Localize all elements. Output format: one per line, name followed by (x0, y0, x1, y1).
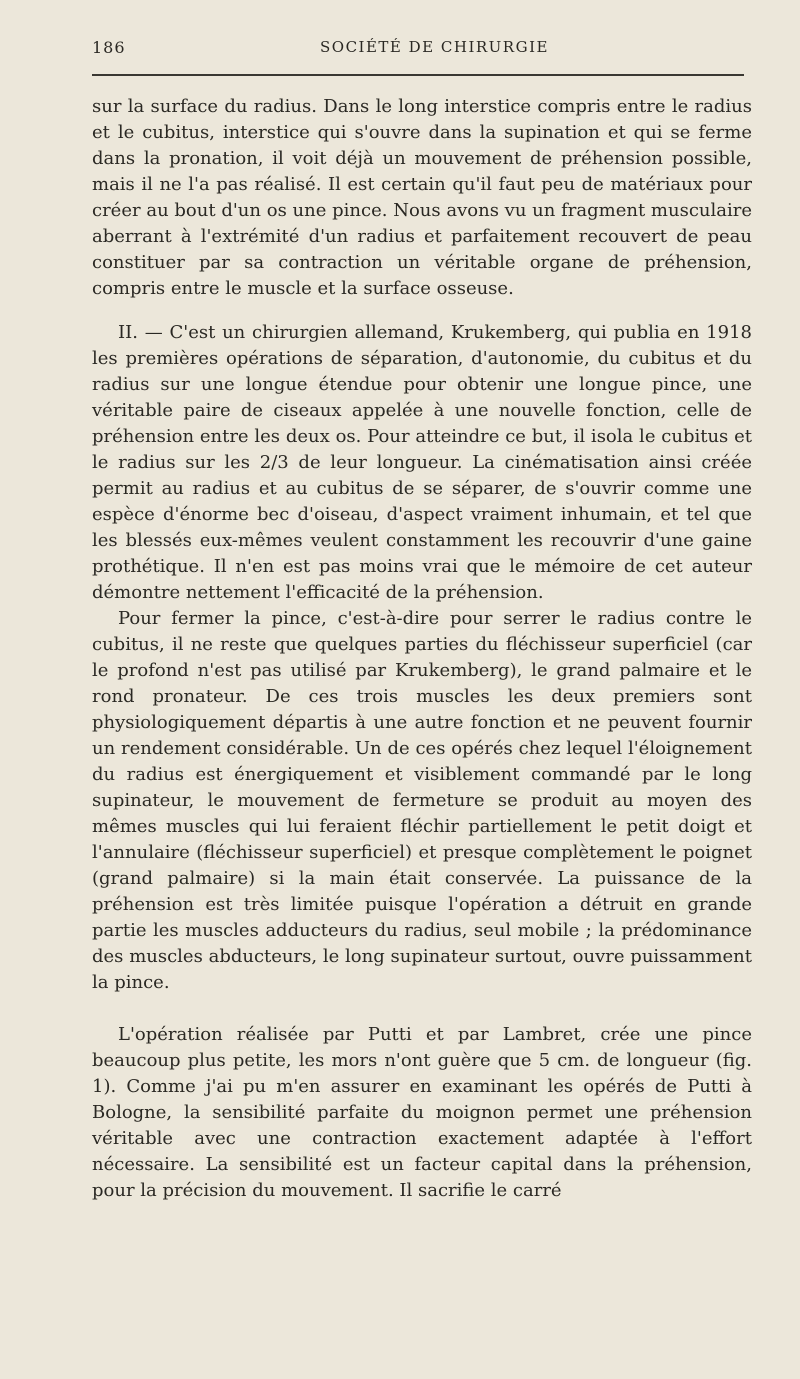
paragraph-4: L'opération réalisée par Putti et par Lambret, crée une pince beaucoup plus petite, les mors n'ont guère que 5 cm. de longueur (fig. 1). Comme j'ai pu m'en assurer en examinant les opérés de Putti à Bologne, la sensibilité parfaite du moignon permet une préhension véritable avec une contraction exactement adaptée à l'effort nécessaire. La sensibilité est un facteur capital dans la préhension, pour la précision du mouvement. Il sacrifie le carré (92, 1024, 752, 1201)
running-head (92, 38, 752, 64)
header-rule (92, 74, 744, 76)
paragraph-1: sur la surface du radius. Dans le long interstice compris entre le radius et le cubitus, interstice qui s'ouvre dans la supination et qui se ferme dans la pronation, il voit déjà un mouvement de préhension possible, mais il ne l'a pas réalisé. Il est certain qu'il faut peu de matériaux pour créer au bout d'un os une pince. Nous avons vu un fragment musculaire aberrant à l'extrémité d'un radius et parfaitement recouvert de peau constituer par sa contraction un véritable organe de préhension, compris entre le muscle et la surface osseuse. (92, 96, 752, 299)
body-text (92, 94, 752, 1204)
running-title: SOCIÉTÉ DE CHIRURGIE (320, 38, 549, 56)
page-number: 186 (92, 38, 126, 57)
paragraph-3: Pour fermer la pince, c'est-à-dire pour serrer le radius contre le cubitus, il ne reste que quelques parties du fléchisseur superficiel (car le profond n'est pas utilisé par Krukemberg), le grand palmaire et le rond pronateur. De ces trois muscles les deux premiers sont physiologiquement départis à une autre fonction et ne peuvent fournir un rendement considérable. Un de ces opérés chez lequel l'éloignement du radius est énergiquement et visiblement commandé par le long supinateur, le mouvement de fermeture se produit au moyen des mêmes muscles qui lui feraient fléchir partiellement le petit doigt et l'annulaire (fléchisseur superficiel) et presque complètement le poignet (grand palmaire) si la main était conservée. La puissance de la préhension est très limitée puisque l'opération a détruit en grande partie les muscles adducteurs du radius, seul mobile ; la prédominance des muscles abducteurs, le long supinateur surtout, ouvre puissamment la pince. (92, 608, 752, 993)
paragraph-2: II. — C'est un chirurgien allemand, Krukemberg, qui publia en 1918 les premières opérations de séparation, d'autonomie, du cubitus et du radius sur une longue étendue pour obtenir une longue pince, une véritable paire de ciseaux appelée à une nouvelle fonction, celle de préhension entre les deux os. Pour atteindre ce but, il isola le cubitus et le radius sur les 2/3 de leur longueur. La cinématisation ainsi créée permit au radius et au cubitus de se séparer, de s'ouvrir comme une espèce d'énorme bec d'oiseau, d'aspect vraiment inhumain, et tel que les blessés eux-mêmes veulent constamment les recouvrir d'une gaine prothétique. Il n'en est pas moins vrai que le mémoire de cet auteur démontre nettement l'efficacité de la préhension. (92, 322, 752, 603)
